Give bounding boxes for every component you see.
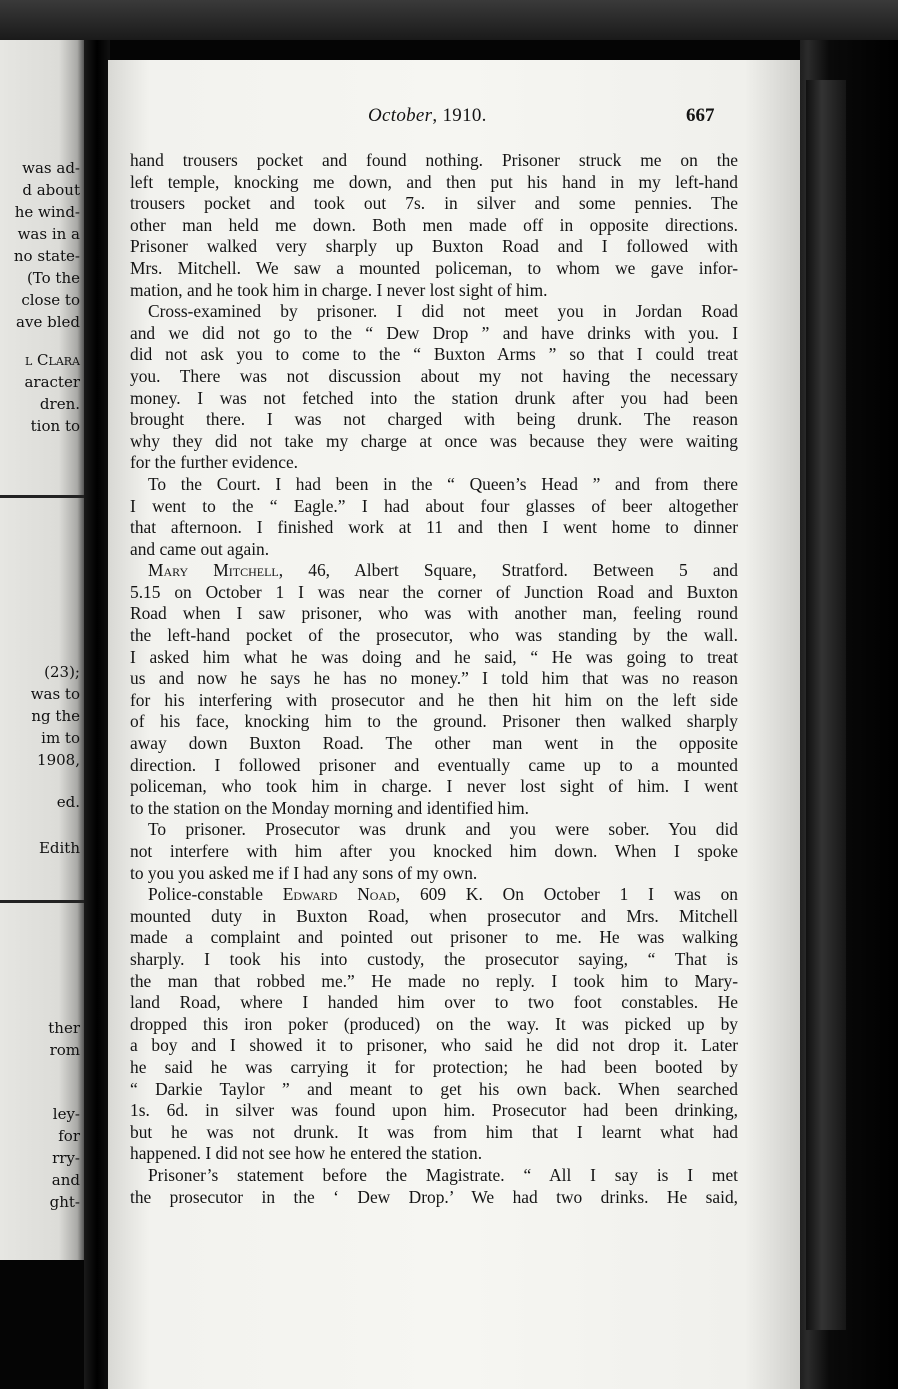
section-rule [0, 900, 84, 903]
left-page-fragment: ave bled [16, 313, 80, 331]
left-page-fragment: ley- [52, 1105, 80, 1123]
text-line: Prisoner walked very sharply up Buxton Road and I followed with [130, 236, 738, 257]
running-head [108, 105, 800, 131]
left-page-fragment: rom [49, 1041, 80, 1059]
text-line [130, 560, 738, 582]
paragraph [130, 150, 738, 301]
left-page-fragment: was ad- [22, 159, 80, 177]
text-line: To the Court. I had been in the “ Queen’s Head ” and from there [148, 473, 738, 494]
text-line: brought there. I was not charged with being drunk. The reason [130, 409, 738, 430]
text-line: I asked him what he was doing and he said, “ He was going to treat [130, 646, 738, 667]
text-line: to you you asked me if I had any sons of my own. [130, 862, 478, 883]
left-page-fragment: for [58, 1127, 80, 1145]
book-gutter [84, 40, 110, 1389]
text-line: that afternoon. I finished work at 11 and then I went home to dinner [130, 517, 738, 538]
left-page-fragment: ght- [49, 1193, 80, 1211]
book-cover-edge [806, 80, 846, 1330]
text-line: policeman, who took him in charge. I never lost sight of him. I went [130, 776, 738, 797]
text-line: Prisoner’s statement before the Magistrate. “ All I say is I met [148, 1164, 738, 1185]
text-line: to the station on the Monday morning and identified him. [130, 797, 529, 818]
left-page-fragment: (23); [44, 663, 80, 681]
text-line: the prosecutor in the ‘ Dew Drop.’ We had two drinks. He said, [130, 1186, 738, 1207]
text-line: 1s. 6d. in silver was found upon him. Prosecutor had been drinking, [130, 1100, 738, 1121]
left-page-fragment: (To the [26, 269, 80, 287]
witness-name: Mary Mitchell [148, 560, 279, 581]
left-page-fragment: ed. [56, 793, 80, 811]
left-page-fragment: d about [22, 181, 80, 199]
text-line: away down Buxton Road. The other man went in the opposite [130, 733, 738, 754]
text-line [130, 884, 738, 906]
text-line-rest: , 46, Albert Square, Stratford. Between 5 and [278, 560, 738, 581]
text-line: for his interfering with prosecutor and he then hit him on the left side [130, 689, 738, 710]
text-line: the left-hand pocket of the prosecutor, who was standing by the wall. [130, 625, 738, 646]
text-line: why they did not take my charge at once was because they were waiting [130, 430, 738, 451]
text-line: To prisoner. Prosecutor was drunk and you were sober. You did [148, 819, 738, 840]
text-line: did not ask you to come to the “ Buxton Arms ” so that I could treat [130, 344, 738, 365]
left-page-fragment: was to [30, 685, 80, 703]
left-page-fragment: no state- [13, 247, 80, 265]
paragraph [130, 560, 738, 819]
left-page-fragment: aracter [24, 373, 80, 391]
text-line: sharply. I took his into custody, the prosecutor saying, “ That is [130, 948, 738, 969]
paragraph [130, 1165, 738, 1208]
paragraph [130, 819, 738, 884]
text-line: mounted duty in Buxton Road, when prosecutor and Mrs. Mitchell [130, 905, 738, 926]
left-page-fragment: tion to [30, 417, 80, 435]
text-line: other man held me down. Both men made off in opposite directions. [130, 214, 738, 235]
text-line: 5.15 on October 1 I was near the corner of Junction Road and Buxton [130, 581, 738, 602]
witness-name: Edward Noad [282, 884, 396, 905]
left-page-fragment: rry- [52, 1149, 80, 1167]
left-page-fragment: dren. [39, 395, 80, 413]
running-head-month: October [368, 105, 433, 126]
left-page-fragment: close to [21, 291, 80, 309]
text-line: the man that robbed me.” He made no reply. I took him to Mary- [130, 970, 738, 991]
text-line: he said he was carrying it for protection; he had been booted by [130, 1056, 738, 1077]
text-line: Cross-examined by prisoner. I did not meet you in Jordan Road [148, 301, 738, 322]
text-line: land Road, where I handed him over to two foot constables. He [130, 992, 738, 1013]
text-line: made a complaint and pointed out prisoner to me. He was walking [130, 927, 738, 948]
witness-title: Police-constable [148, 884, 283, 905]
text-line: for the further evidence. [130, 452, 299, 473]
text-line: mation, and he took him in charge. I never lost sight of him. [130, 279, 548, 300]
text-line: but he was not drunk. It was from him that I learnt what had [130, 1121, 738, 1142]
text-line: happened. I did not see how he entered the station. [130, 1143, 483, 1164]
scan-top-border [0, 0, 898, 40]
text-line: Mrs. Mitchell. We saw a mounted policeman, to whom we gave infor- [130, 257, 738, 278]
paragraph [130, 301, 738, 474]
text-line: of his face, knocking him to the ground. Prisoner then walked sharply [130, 711, 738, 732]
left-page-fragment: he wind- [14, 203, 80, 221]
text-line: a boy and I showed it to prisoner, who said he did not drop it. Later [130, 1035, 738, 1056]
text-line-rest: , 609 K. On October 1 I was on [395, 884, 739, 905]
section-rule [0, 495, 84, 498]
paragraph [130, 474, 738, 560]
running-head-year: , 1910. [432, 105, 487, 126]
text-line: and came out again. [130, 538, 270, 559]
running-head-date [368, 105, 487, 127]
text-line: left temple, knocking me down, and then put his hand in my left-hand [130, 171, 738, 192]
text-line: money. I was not fetched into the station drunk after you had been [130, 387, 738, 408]
left-page-fragment: im to [41, 729, 80, 747]
text-line: not interfere with him after you knocked him down. When I spoke [130, 841, 738, 861]
text-line: Road when I saw prisoner, who was with another man, feeling round [130, 603, 738, 624]
left-page-fragment: was in a [17, 225, 80, 243]
text-line: “ Darkie Taylor ” and meant to get his own back. When searched [130, 1078, 738, 1099]
text-line: direction. I followed prisoner and eventually came up to a mounted [130, 754, 738, 775]
text-line: you. There was not discussion about my not having the necessary [130, 365, 738, 386]
left-page-fragment: and [51, 1171, 80, 1189]
text-line: us and now he says he has no money.” I told him that was no reason [130, 668, 738, 689]
text-line: I went to the “ Eagle.” I had about four glasses of beer altogether [130, 495, 738, 516]
text-line: and we did not go to the “ Dew Drop ” and have drinks with you. I [130, 322, 738, 343]
text-line: trousers pocket and took out 7s. in silver and some pennies. The [130, 193, 738, 214]
body-text [130, 150, 738, 1208]
left-page-fragment: l Clara [24, 351, 80, 369]
left-page-fragment: 1908, [37, 751, 80, 769]
left-page-fragment: ng the [31, 707, 80, 725]
page-667 [108, 60, 800, 1389]
paragraph [130, 884, 738, 1165]
text-line: hand trousers pocket and found nothing. Prisoner struck me on the [130, 150, 738, 170]
page-number: 667 [686, 105, 715, 126]
left-page-fragment: Edith [38, 839, 80, 857]
left-page-fragment: ther [48, 1019, 80, 1037]
previous-page-edge [0, 40, 84, 1260]
text-line: dropped this iron poker (produced) on the way. It was picked up by [130, 1013, 738, 1034]
